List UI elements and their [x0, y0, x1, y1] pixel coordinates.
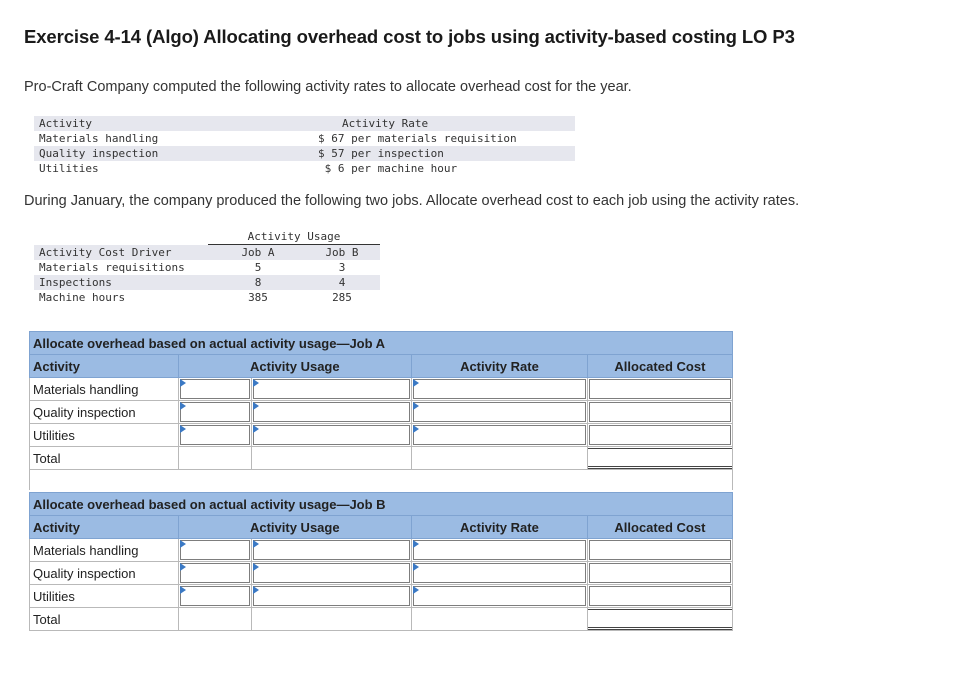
usage-job-a: 5: [254, 261, 262, 274]
allocated-cost-input[interactable]: [587, 585, 732, 608]
usage-unit-input[interactable]: [252, 562, 412, 585]
rates-row: [34, 146, 575, 161]
dropdown-marker-icon: [253, 563, 259, 571]
allocated-cost-input[interactable]: [587, 378, 732, 401]
allocation-title-row: [30, 493, 733, 516]
row-label: Utilities: [30, 585, 179, 608]
page-title: Exercise 4-14 (Algo) Allocating overhead cost to jobs using activity-based costing LO P3: [24, 26, 795, 47]
usage-header-job-a: Job A: [241, 246, 275, 259]
header-activity-rate: Activity Rate: [412, 516, 588, 539]
usage-driver: Materials requisitions: [39, 261, 185, 274]
dropdown-marker-icon: [253, 586, 259, 594]
usage-qty-input[interactable]: [178, 562, 252, 585]
dropdown-marker-icon: [180, 402, 186, 410]
allocation-header-row: [30, 516, 733, 539]
allocation-row-total: [30, 447, 733, 470]
allocation-row-utilities: [30, 424, 733, 447]
allocation-title-row: [30, 332, 733, 355]
allocation-table-job-a: [29, 331, 733, 490]
usage-driver: Machine hours: [39, 291, 126, 304]
empty-cell: [252, 608, 412, 631]
usage-unit-input[interactable]: [252, 378, 412, 401]
usage-unit-input[interactable]: [252, 401, 412, 424]
header-allocated-cost: Allocated Cost: [587, 516, 732, 539]
empty-cell: [412, 608, 588, 631]
instructions-text: During January, the company produced the following two jobs. Allocate overhead cost to each job using the activity rates.: [24, 193, 800, 209]
usage-qty-input[interactable]: [178, 378, 252, 401]
allocation-title: Allocate overhead based on actual activity usage—Job B: [30, 493, 733, 516]
usage-qty-input[interactable]: [178, 539, 252, 562]
total-cost-input[interactable]: [587, 447, 732, 470]
dropdown-marker-icon: [413, 563, 419, 571]
allocation-row-materials-handling: [30, 539, 733, 562]
dropdown-marker-icon: [180, 540, 186, 548]
rates-rate: $ 57 per inspection: [318, 147, 444, 160]
usage-job-b: 4: [338, 276, 346, 289]
total-cost-input[interactable]: [587, 608, 732, 631]
row-label: Materials handling: [30, 539, 179, 562]
usage-job-a: 385: [248, 291, 268, 304]
header-activity: Activity: [30, 516, 179, 539]
allocation-row-utilities: [30, 585, 733, 608]
spacer-cell: [30, 470, 733, 491]
usage-group-row: [34, 230, 380, 245]
usage-job-b: 3: [338, 261, 346, 274]
usage-job-a: 8: [254, 276, 262, 289]
rates-row: [34, 131, 575, 146]
usage-row: [34, 260, 380, 275]
activity-rates-table: [34, 116, 575, 176]
dropdown-marker-icon: [253, 425, 259, 433]
rates-header-rate: Activity Rate: [342, 117, 429, 130]
usage-row: [34, 275, 380, 290]
dropdown-marker-icon: [413, 425, 419, 433]
allocated-cost-input[interactable]: [587, 562, 732, 585]
spacer-row: [30, 470, 733, 491]
dropdown-marker-icon: [180, 425, 186, 433]
allocation-title: Allocate overhead based on actual activity usage—Job A: [30, 332, 733, 355]
empty-cell: [252, 447, 412, 470]
row-label: Utilities: [30, 424, 179, 447]
dropdown-marker-icon: [180, 586, 186, 594]
dropdown-marker-icon: [413, 402, 419, 410]
usage-row: [34, 290, 380, 305]
header-activity-usage: Activity Usage: [178, 516, 412, 539]
activity-rate-input[interactable]: [412, 424, 588, 447]
header-allocated-cost: Allocated Cost: [587, 355, 732, 378]
rates-rate: $ 67 per materials requisition: [318, 132, 517, 145]
intro-text: Pro-Craft Company computed the following activity rates to allocate overhead cost for the year.: [24, 79, 632, 95]
usage-driver: Inspections: [39, 276, 112, 289]
usage-group-header: Activity Usage: [208, 230, 380, 245]
rates-activity: Materials handling: [39, 132, 159, 145]
empty-cell: [178, 447, 252, 470]
allocation-row-total: [30, 608, 733, 631]
dropdown-marker-icon: [253, 540, 259, 548]
usage-qty-input[interactable]: [178, 401, 252, 424]
usage-qty-input[interactable]: [178, 585, 252, 608]
allocated-cost-input[interactable]: [587, 401, 732, 424]
dropdown-marker-icon: [413, 586, 419, 594]
usage-job-b: 285: [332, 291, 352, 304]
activity-rate-input[interactable]: [412, 585, 588, 608]
dropdown-marker-icon: [180, 563, 186, 571]
usage-unit-input[interactable]: [252, 539, 412, 562]
usage-header-row: [34, 245, 380, 260]
activity-rate-input[interactable]: [412, 562, 588, 585]
allocation-header-row: [30, 355, 733, 378]
row-label: Materials handling: [30, 378, 179, 401]
usage-unit-input[interactable]: [252, 424, 412, 447]
activity-rate-input[interactable]: [412, 539, 588, 562]
rates-activity: Utilities: [39, 162, 99, 175]
activity-usage-table: [34, 230, 380, 305]
usage-unit-input[interactable]: [252, 585, 412, 608]
dropdown-marker-icon: [253, 402, 259, 410]
header-activity-rate: Activity Rate: [412, 355, 588, 378]
usage-qty-input[interactable]: [178, 424, 252, 447]
dropdown-marker-icon: [413, 540, 419, 548]
rates-activity: Quality inspection: [39, 147, 159, 160]
allocation-row-quality-inspection: [30, 401, 733, 424]
usage-header-job-b: Job B: [325, 246, 359, 259]
allocated-cost-input[interactable]: [587, 424, 732, 447]
usage-header-driver: Activity Cost Driver: [39, 246, 172, 259]
empty-cell: [178, 608, 252, 631]
activity-rate-input[interactable]: [412, 401, 588, 424]
allocation-row-quality-inspection: [30, 562, 733, 585]
empty-cell: [412, 447, 588, 470]
header-activity-usage: Activity Usage: [178, 355, 412, 378]
allocated-cost-input[interactable]: [587, 539, 732, 562]
dropdown-marker-icon: [253, 379, 259, 387]
allocation-table-job-b: [29, 492, 733, 631]
header-activity: Activity: [30, 355, 179, 378]
total-label: Total: [30, 447, 179, 470]
allocation-row-materials-handling: [30, 378, 733, 401]
rates-header-activity: Activity: [39, 117, 92, 130]
row-label: Quality inspection: [30, 401, 179, 424]
total-label: Total: [30, 608, 179, 631]
row-label: Quality inspection: [30, 562, 179, 585]
dropdown-marker-icon: [180, 379, 186, 387]
dropdown-marker-icon: [413, 379, 419, 387]
activity-rate-input[interactable]: [412, 378, 588, 401]
rates-rate: $ 6 per machine hour: [318, 162, 458, 175]
rates-header-row: [34, 116, 575, 131]
rates-row: [34, 161, 575, 176]
